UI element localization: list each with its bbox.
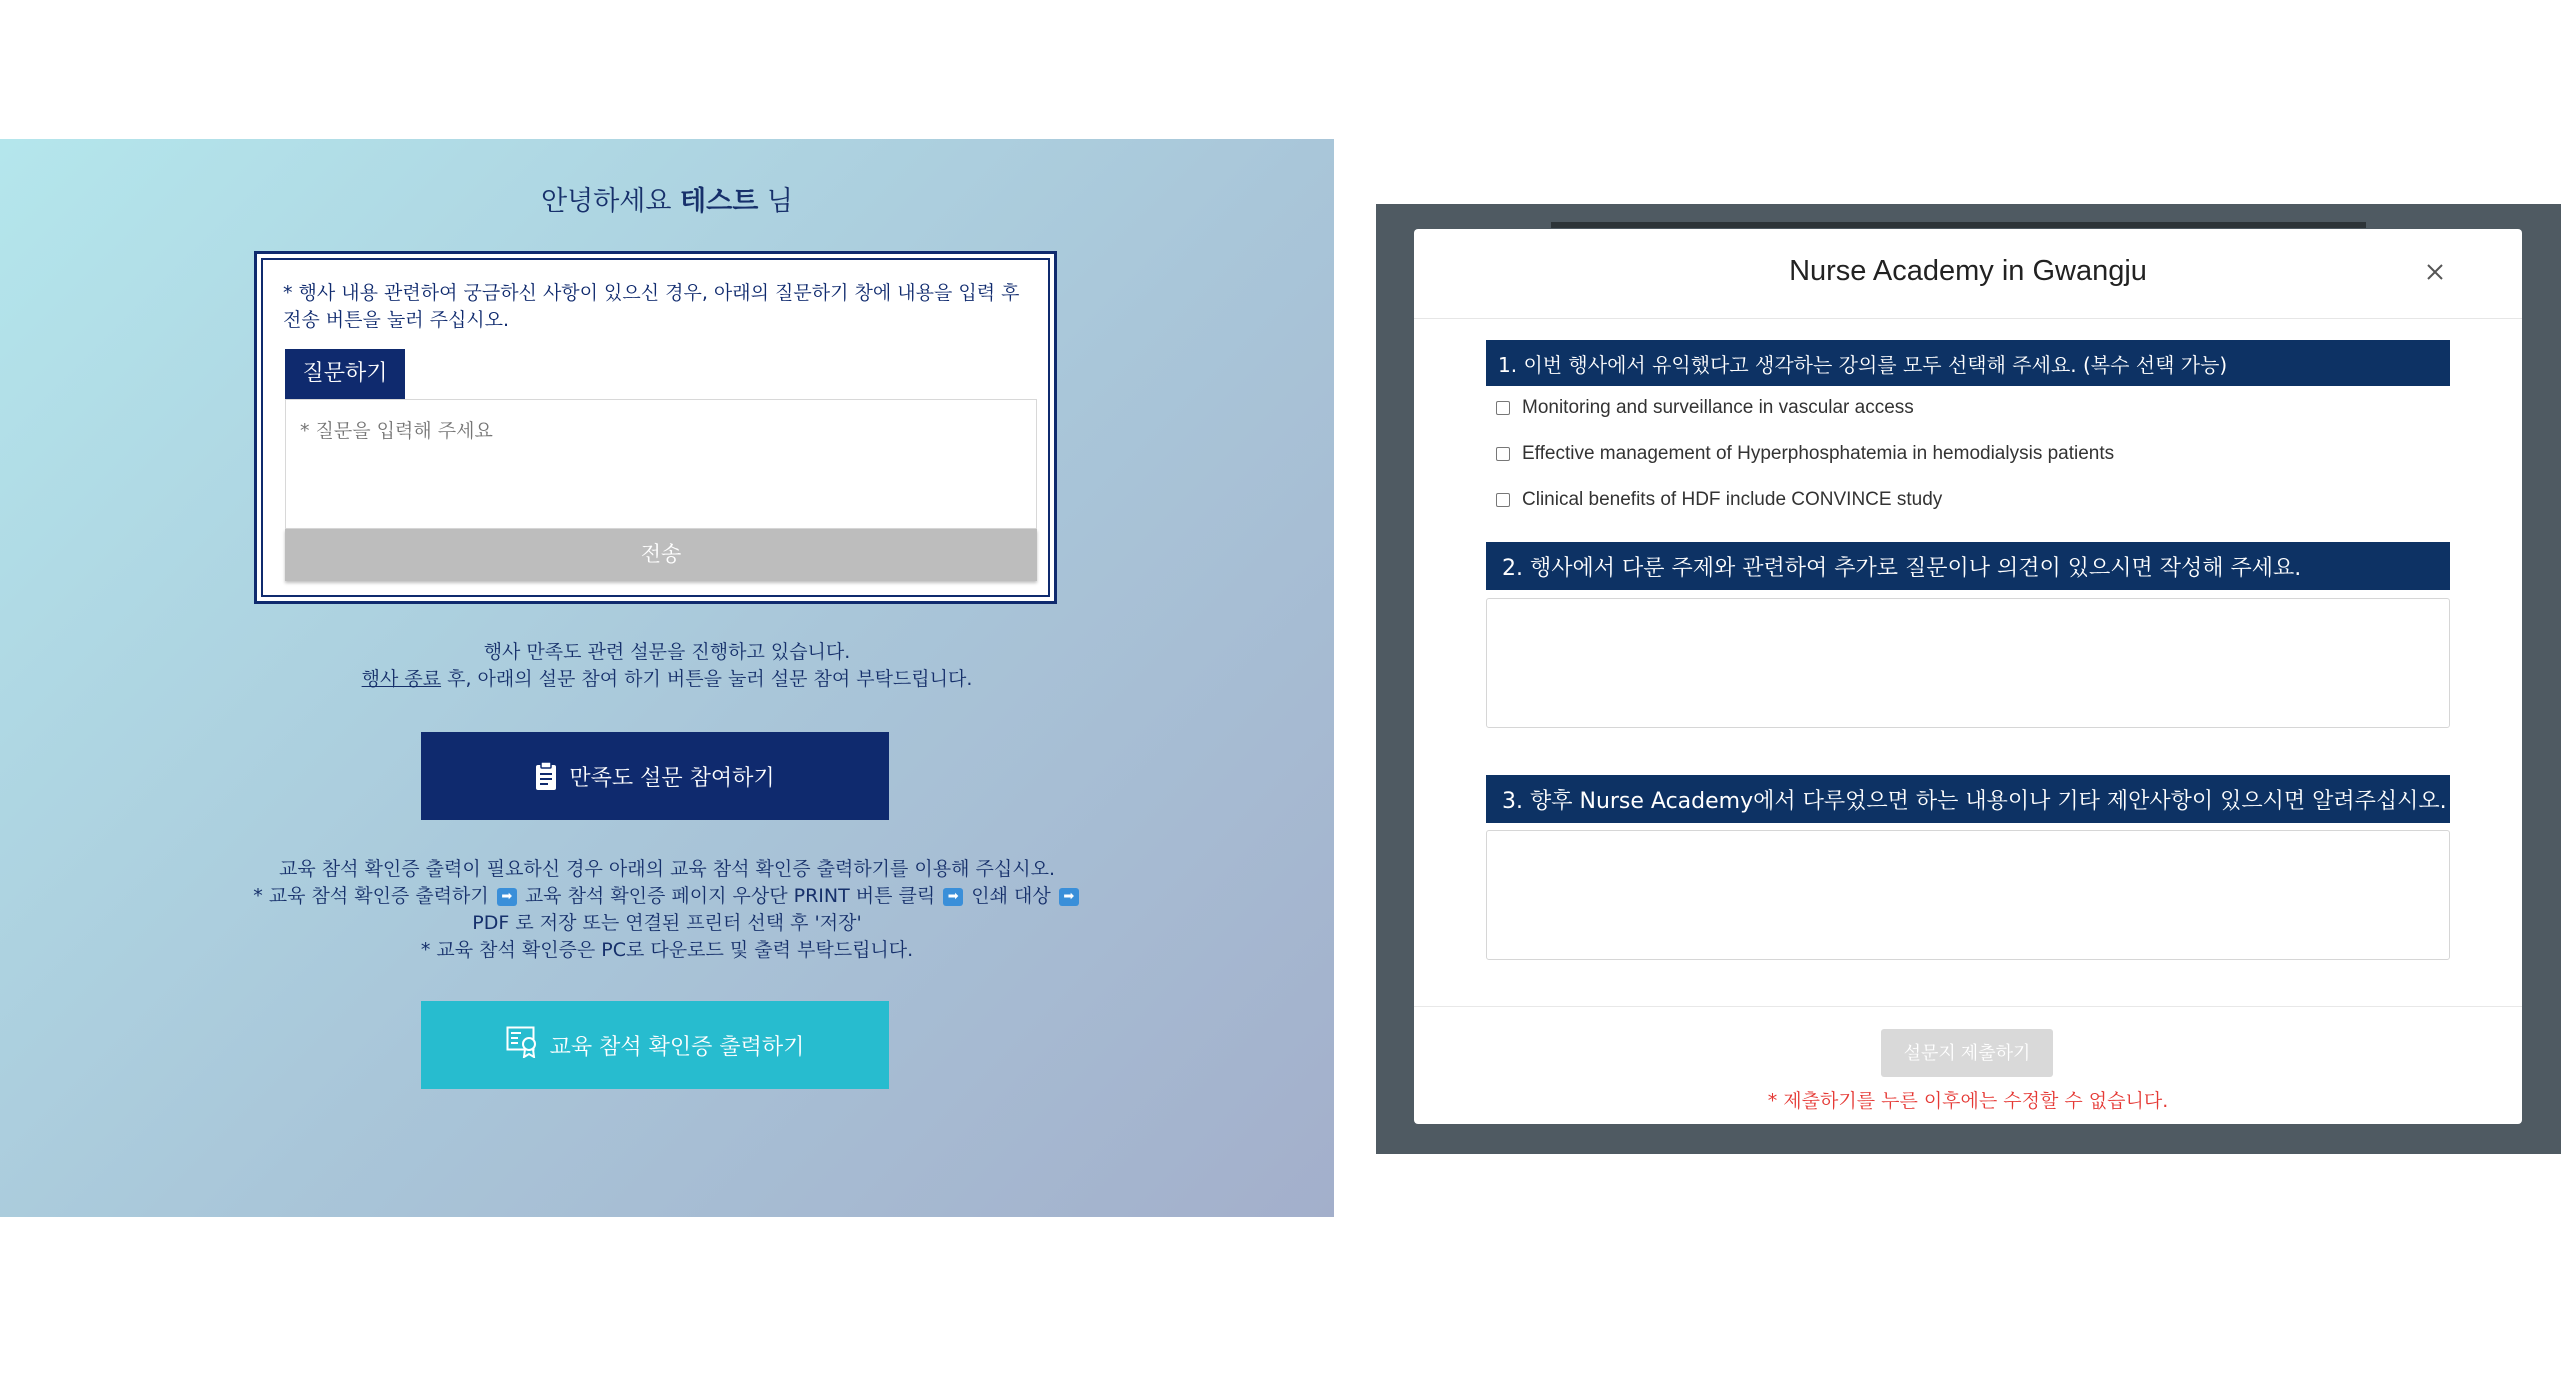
- clipboard-icon: [535, 761, 557, 791]
- submit-warning: * 제출하기를 누른 이후에는 수정할 수 없습니다.: [1767, 1090, 2169, 1112]
- question-2-answer[interactable]: [1486, 598, 2450, 728]
- checkbox[interactable]: [1496, 401, 1510, 415]
- question-1-heading: 1. 이번 행사에서 유익했다고 생각하는 강의를 모두 선택해 주세요. (복수 선택 가능): [1486, 340, 2450, 386]
- arrow-right-icon: ➡: [1059, 888, 1079, 906]
- survey-button-label: 만족도 설문 참여하기: [569, 765, 775, 791]
- attendee-panel: [0, 139, 1334, 1217]
- certificate-button-label: 교육 참석 확인증 출력하기: [549, 1034, 805, 1060]
- event-end-link: 행사 종료: [361, 668, 442, 690]
- close-icon[interactable]: [2420, 257, 2450, 287]
- submit-survey-button[interactable]: 설문지 제출하기: [1881, 1029, 2053, 1077]
- greeting: 안녕하세요 테스트 님: [541, 186, 793, 217]
- survey-button[interactable]: [421, 732, 889, 820]
- tab-ask-question[interactable]: 질문하기: [285, 349, 405, 399]
- question-3-answer[interactable]: [1486, 830, 2450, 960]
- modal-header: [1414, 229, 2522, 319]
- lecture-option[interactable]: Effective management of Hyperphosphatemia in hemodialysis patients: [1496, 443, 2114, 465]
- question-3-heading: 3. 향후 Nurse Academy에서 다루었으면 하는 내용이나 기타 제안사항이 있으시면 알려주십시오.: [1486, 775, 2450, 823]
- certificate-notice: 교육 참석 확인증 출력이 필요하신 경우 아래의 교육 참석 확인증 출력하기를 이용해 주십시오. * 교육 참석 확인증 출력하기 ➡ 교육 참석 확인증 페이지 우상단 PRINT 버튼 클릭 ➡ 인쇄 대상 ➡ PDF 로 저장 또는 연결된 프린터 선택 후 '저장' * 교육 참석 확인증은 PC로 다운로드 및 출력 부탁드립니다.: [0, 856, 1334, 964]
- certificate-icon: [506, 1026, 540, 1064]
- footer-divider: [1414, 1006, 2522, 1007]
- lecture-option[interactable]: Clinical benefits of HDF include CONVINCE study: [1496, 489, 1942, 511]
- backdrop-content-edge: [1551, 222, 2366, 228]
- certificate-print-button[interactable]: [421, 1001, 889, 1089]
- arrow-right-icon: ➡: [497, 888, 517, 906]
- question-input[interactable]: [285, 399, 1037, 529]
- checkbox[interactable]: [1496, 493, 1510, 507]
- question-2-heading: 2. 행사에서 다룬 주제와 관련하여 추가로 질문이나 의견이 있으시면 작성해 주세요.: [1486, 542, 2450, 590]
- question-instructions: * 행사 내용 관련하여 궁금하신 사항이 있으신 경우, 아래의 질문하기 창에 내용을 입력 후 전송 버튼을 눌러 주십시오.: [283, 282, 1020, 331]
- survey-modal: [1414, 229, 2522, 1124]
- user-name: 테스트: [680, 186, 759, 217]
- arrow-right-icon: ➡: [943, 888, 963, 906]
- question-box: [254, 251, 1057, 604]
- checkbox[interactable]: [1496, 447, 1510, 461]
- send-question-button[interactable]: 전송: [285, 529, 1037, 581]
- modal-title: Nurse Academy in Gwangju: [1789, 255, 2147, 287]
- survey-notice: 행사 만족도 관련 설문을 진행하고 있습니다. 행사 종료 후, 아래의 설문 참여 하기 버튼을 눌러 설문 참여 부탁드립니다.: [361, 641, 973, 690]
- lecture-option[interactable]: Monitoring and surveillance in vascular access: [1496, 397, 1914, 419]
